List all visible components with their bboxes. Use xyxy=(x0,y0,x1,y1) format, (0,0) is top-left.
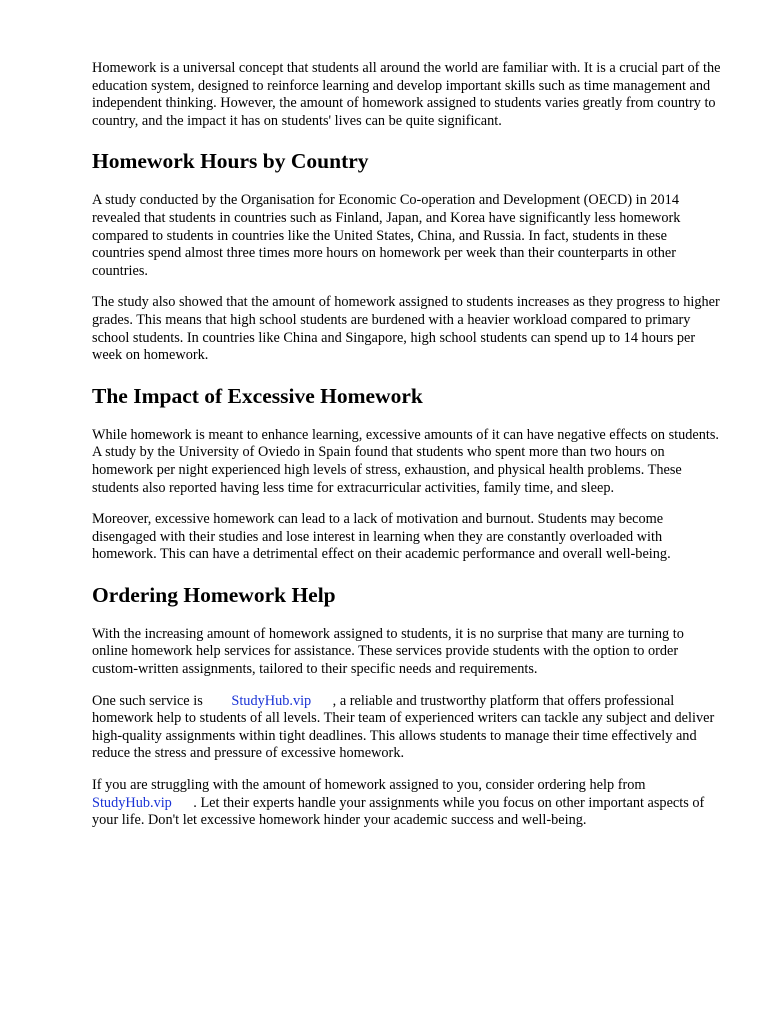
intro-paragraph: Homework is a universal concept that students all around the world are familiar with. It is a crucial part of the education system, designed to reinforce learning and develop important skills such as time management and independent thinking. However, the amount of homework assigned to students varies greatly from country to country, and the impact it has on students' lives can be quite significant. xyxy=(92,60,721,129)
section3-paragraph-2-rest: , a reliable and trustworthy platform that offers professional homework help to students of all levels. Their team of experienced writers can tackle any subject and deliver high-quality assignments within tight deadlines. This allows students to manage their time effectively and reduce the stress and pressure of excessive homework. xyxy=(92,692,715,762)
section2-paragraph-2: Moreover, excessive homework can lead to a lack of motivation and burnout. Students may become disengaged with their studies and lose interest in learning when they are constantly overloaded with homework. This can have a detrimental effect on their academic performance and overall well-being. xyxy=(92,511,671,563)
heading-ordering-homework-help: Ordering Homework Help xyxy=(92,582,336,607)
studyhub-link-1[interactable]: StudyHub.vip xyxy=(231,692,312,709)
section3-paragraph-3-lead: If you are struggling with the amount of homework assigned to you, consider ordering help from xyxy=(92,777,646,794)
section3-paragraph-1: With the increasing amount of homework assigned to students, it is no surprise that many are turning to online homework help services for assistance. These services provide students with the option to order custom-written assignments, tailored to their specific needs and requirements. xyxy=(92,625,684,678)
section3-paragraph-2 xyxy=(92,693,722,763)
section3-paragraph-3-rest: . Let their experts handle your assignments while you focus on other important aspects of your life. Don't let excessive homework hinder your academic success and well-being. xyxy=(92,794,705,829)
heading-impact-of-excessive-homework: The Impact of Excessive Homework xyxy=(92,383,423,408)
section3-paragraph-2-lead: One such service is xyxy=(92,692,203,709)
studyhub-link-2[interactable]: StudyHub.vip xyxy=(92,794,172,811)
section2-paragraph-1: While homework is meant to enhance learning, excessive amounts of it can have negative effects on students. A study by the University of Oviedo in Spain found that students who spent more than two hours on homework per night experienced high levels of stress, exhaustion, and physical health problems. These students also reported having less time for extracurricular activities, family time, and sleep. xyxy=(92,426,720,496)
section3-paragraph-3 xyxy=(92,777,722,830)
section1-paragraph-1: A study conducted by the Organisation for Economic Co-operation and Development (OECD) in 2014 revealed that students in countries such as Finland, Japan, and Korea have significantly less homework compared to students in countries like the United States, China, and Russia. In fact, students in these countries spend almost three times more hours on homework per week than their counterparts in other countries. xyxy=(92,192,681,279)
section1-paragraph-2: The study also showed that the amount of homework assigned to students increases as they progress to higher grades. This means that high school students are burdened with a heavier workload compared to primary school students. In countries like China and Singapore, high school students can spend up to 14 hours per week on homework. xyxy=(92,294,720,364)
heading-homework-hours-by-country: Homework Hours by Country xyxy=(92,149,369,174)
